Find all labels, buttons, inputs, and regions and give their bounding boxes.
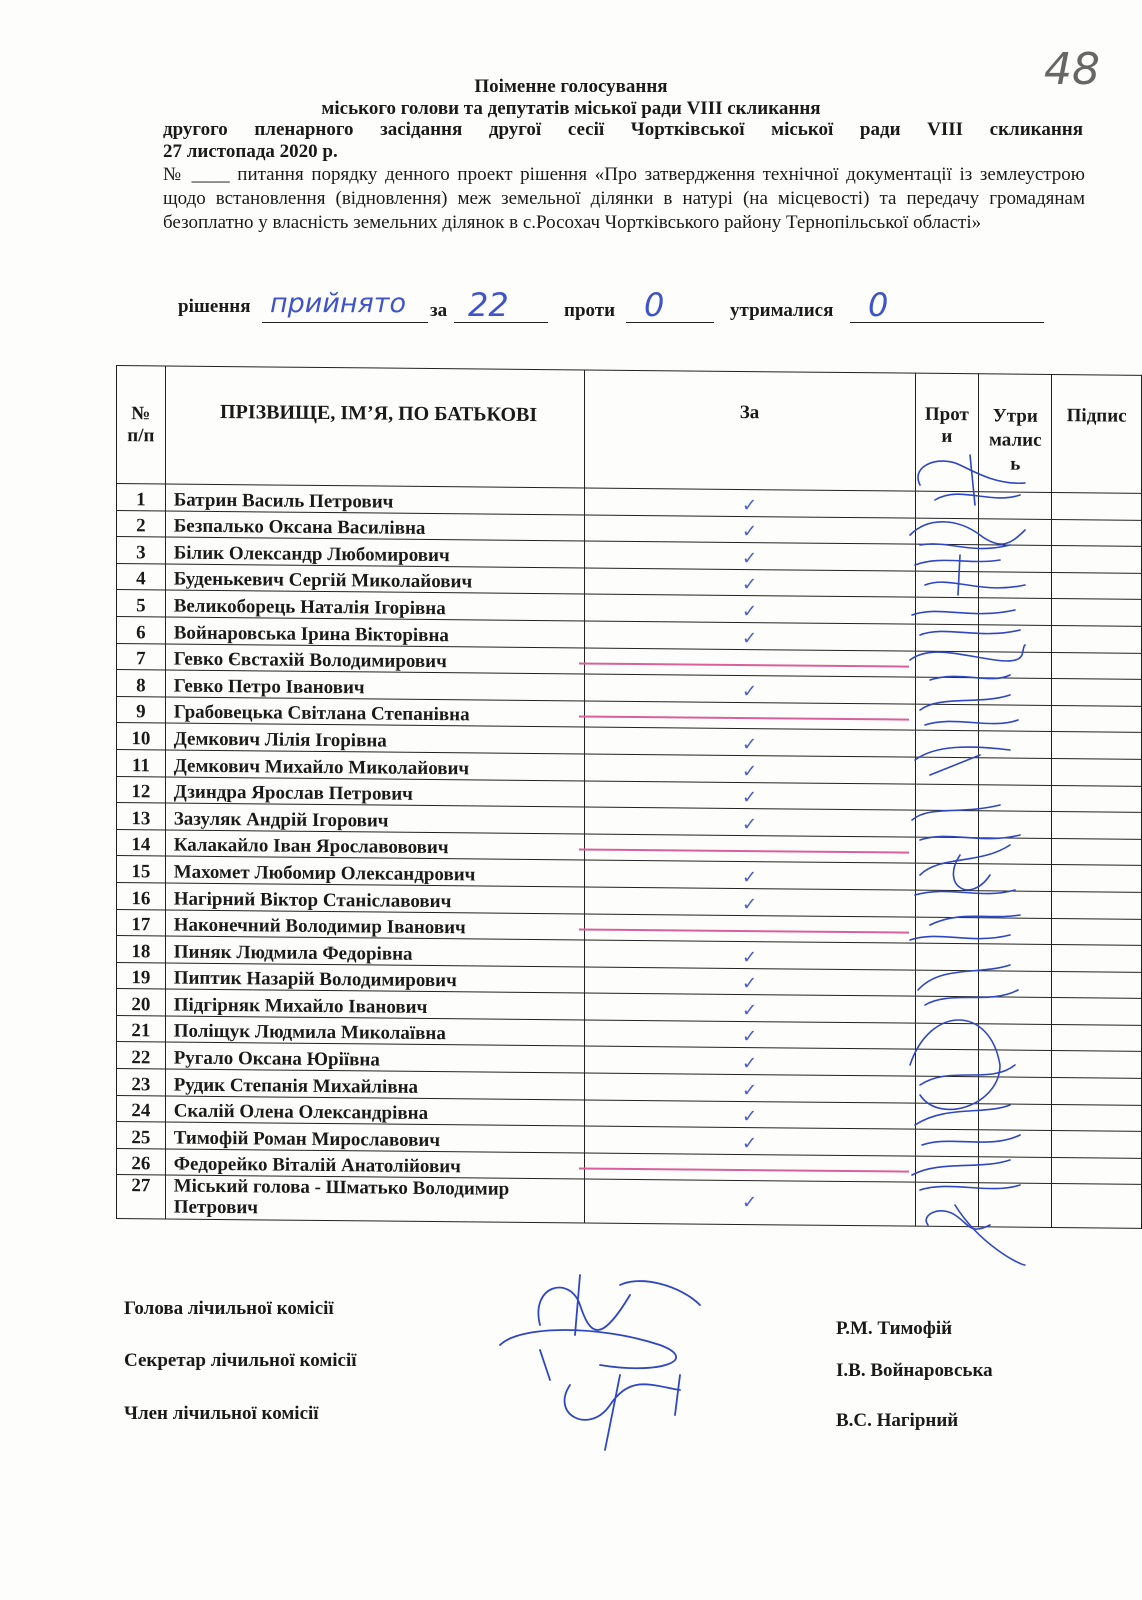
row-for-cell	[584, 1153, 915, 1183]
row-number: 18	[117, 936, 166, 963]
row-name-line1: Міський голова - Шматько Володимир	[173, 1175, 510, 1201]
vote-check-icon: ✓	[741, 866, 758, 889]
vote-check-icon: ✓	[741, 521, 758, 543]
row-signature-cell	[1052, 679, 1142, 706]
row-for-cell	[584, 648, 915, 678]
row-name	[165, 1175, 584, 1223]
row-signature-cell	[1052, 891, 1142, 918]
row-for-cell	[584, 807, 915, 837]
vote-check-icon: ✓	[741, 680, 758, 702]
row-number: 2	[117, 510, 166, 537]
row-number: 24	[117, 1095, 166, 1122]
row-number: 5	[117, 590, 166, 617]
row-signature-cell	[1052, 758, 1142, 785]
vote-check-icon: ✓	[741, 946, 758, 968]
for-label: за	[430, 300, 448, 321]
row-name: Тимофій Роман Мирославович	[165, 1122, 584, 1153]
row-for-cell	[584, 1020, 915, 1050]
row-number: 19	[117, 962, 166, 989]
doc-subtitle: міського голови та депутатів міської ради VIII скликання	[321, 98, 821, 119]
row-for-cell	[584, 515, 915, 545]
row-name: Гевко Євстахій Володимирович	[165, 644, 584, 675]
vote-check-icon: ✓	[741, 547, 758, 569]
row-signature-cell	[1052, 918, 1142, 945]
vote-check-icon: ✓	[741, 973, 758, 995]
row-number: 7	[117, 643, 166, 670]
row-name: Пиптик Назарій Володимирович	[165, 963, 584, 994]
row-name: Федорейко Віталій Анатолійович	[165, 1149, 584, 1180]
row-number: 6	[117, 616, 166, 643]
row-number: 15	[117, 856, 166, 883]
row-name: Махомет Любомир Олександрович	[165, 856, 584, 887]
row-number: 8	[117, 670, 166, 697]
row-signature-cell	[1052, 546, 1142, 573]
row-number: 14	[117, 829, 166, 856]
row-for-cell	[584, 568, 915, 598]
row-name: Великоборець Наталія Ігорівна	[165, 590, 584, 621]
vote-check-icon: ✓	[741, 1079, 758, 1101]
row-name: Білик Олександр Любомирович	[165, 537, 584, 568]
row-signature-cell	[1052, 1104, 1142, 1131]
counting-committee-chair-label: Голова лічильної комісії	[124, 1298, 334, 1319]
decision-value: прийнято	[270, 288, 407, 319]
absent-strike-line	[579, 716, 909, 721]
row-signature-cell	[1052, 599, 1142, 626]
row-name: Пиняк Людмила Федорівна	[165, 936, 584, 967]
decision-label: рішення	[178, 296, 251, 317]
row-name-line2: Петрович	[173, 1196, 258, 1219]
row-number: 25	[117, 1122, 166, 1149]
vote-check-icon: ✓	[741, 1191, 758, 1214]
row-name: Нагірний Віктор Станіславович	[165, 883, 584, 914]
commission-signatures	[480, 1265, 760, 1455]
row-signature-cell	[1052, 945, 1142, 972]
row-number: 20	[117, 989, 166, 1016]
vote-check-icon: ✓	[741, 760, 758, 782]
row-number: 22	[117, 1042, 166, 1069]
row-for-cell	[584, 834, 915, 864]
agenda-question: № ____ питання порядку денного проект рішення «Про затвердження технічної документації із землеустрою щодо встановлення (відновлення) меж земельної ділянки в натурі (на місцевості) та передачу громадянам безоплатно у власність земельних ділянок в с.Росохач Чортківського району Тернопільської області»	[163, 164, 1085, 233]
abstained-label: утрималися	[730, 300, 834, 321]
row-name: Калакайло Іван Ярославовович	[165, 830, 584, 861]
vote-result	[178, 286, 1078, 336]
row-signature-cell	[1052, 1131, 1142, 1158]
counting-committee-member-label: Член лічильної комісії	[124, 1403, 319, 1424]
row-signature-cell	[1052, 1184, 1142, 1229]
col-header-for: За	[584, 370, 915, 491]
page-number-text: 48	[1044, 44, 1100, 95]
vote-check-icon: ✓	[741, 1026, 758, 1048]
row-for-cell	[584, 940, 915, 970]
row-signature-cell	[1052, 971, 1142, 998]
row-name: Скалій Олена Олександрівна	[165, 1096, 584, 1127]
row-number: 11	[117, 749, 166, 776]
vote-check-icon: ✓	[741, 733, 758, 756]
against-underline	[626, 322, 714, 323]
row-number: 9	[117, 696, 166, 723]
vote-check-icon: ✓	[741, 1132, 758, 1154]
row-name: Ругало Оксана Юріївна	[165, 1042, 584, 1073]
counting-committee-secretary-name: І.В. Войнаровська	[836, 1360, 993, 1381]
row-number: 4	[117, 563, 166, 590]
row-for-cell	[584, 1179, 915, 1226]
row-number: 1	[117, 484, 166, 511]
row-for-cell	[584, 887, 915, 917]
row-signature-cell	[1052, 732, 1142, 759]
row-number: 23	[117, 1069, 166, 1096]
row-number: 16	[117, 882, 166, 909]
counting-committee-chair-name: Р.М. Тимофій	[836, 1318, 953, 1339]
col-header-against: Прот и	[915, 373, 979, 492]
row-name: Демкович Михайло Миколайович	[165, 750, 584, 781]
counting-committee-secretary-label: Секретар лічильної комісії	[124, 1350, 357, 1371]
row-signature-cell	[1052, 492, 1142, 519]
row-for-cell	[584, 674, 915, 704]
counting-committee-member-name: В.С. Нагірний	[836, 1410, 959, 1431]
for-value: 22	[468, 286, 509, 324]
row-for-cell	[584, 860, 915, 890]
row-signature-cell	[1052, 1078, 1142, 1105]
row-number: 26	[117, 1148, 166, 1175]
row-for-cell	[584, 701, 915, 731]
col-header-abstain: Утри малис ь	[979, 374, 1052, 493]
col-header-name: ПРІЗВИЩЕ, ІМ’Я, ПО БАТЬКОВІ	[165, 366, 584, 488]
row-name: Дзиндра Ярослав Петрович	[165, 777, 584, 808]
row-for-cell	[584, 727, 915, 757]
row-for-cell	[584, 781, 915, 811]
row-name: Безпалько Оксана Василівна	[165, 511, 584, 542]
row-signature-cell	[1052, 652, 1142, 679]
row-name: Грабовецька Світлана Степанівна	[165, 697, 584, 728]
vote-check-icon: ✓	[741, 893, 758, 915]
absent-strike-line	[579, 849, 909, 854]
row-signature-cell	[1052, 519, 1142, 546]
row-for-cell	[584, 967, 915, 997]
against-value: 0	[644, 286, 665, 324]
session-line: другого пленарного засідання другої сесії Чортківської міської ради VIII скликання	[163, 119, 1083, 140]
row-signature-cell	[1052, 705, 1142, 732]
row-name: Зазуляк Андрій Ігорович	[165, 803, 584, 834]
row-for-cell	[584, 594, 915, 624]
against-label: проти	[564, 300, 616, 321]
row-for-cell	[584, 1100, 915, 1130]
absent-strike-line	[579, 929, 909, 934]
vote-check-icon: ✓	[741, 787, 758, 809]
row-number: 21	[117, 1015, 166, 1042]
row-signature-cell	[1052, 838, 1142, 865]
row-for-cell	[584, 621, 915, 651]
row-name: Рудик Степанія Михайлівна	[165, 1069, 584, 1100]
vote-check-icon: ✓	[741, 494, 758, 516]
row-signature-cell	[1052, 625, 1142, 652]
row-signature-cell	[1052, 1157, 1142, 1184]
row-signature-cell	[1052, 1024, 1142, 1051]
vote-check-icon: ✓	[741, 1106, 758, 1128]
row-name: Батрин Василь Петрович	[165, 484, 584, 515]
row-for-cell	[584, 1046, 915, 1076]
row-name: Буденькевич Сергій Миколайович	[165, 564, 584, 595]
vote-check-icon: ✓	[741, 999, 758, 1022]
vote-check-icon: ✓	[741, 600, 758, 623]
abstained-value: 0	[868, 286, 889, 324]
absent-strike-line	[579, 663, 909, 668]
row-for-cell	[584, 1073, 915, 1103]
row-for-cell	[584, 913, 915, 943]
row-name: Підгірняк Михайло Іванович	[165, 989, 584, 1020]
vote-check-icon: ✓	[741, 813, 758, 835]
row-for-cell	[584, 1126, 915, 1156]
row-number: 3	[117, 537, 166, 564]
row-name: Демкович Лілія Ігорівна	[165, 723, 584, 754]
doc-title: Поіменне голосування	[474, 76, 668, 97]
row-signature-cell	[1052, 998, 1142, 1025]
vote-check-icon: ✓	[741, 574, 758, 596]
absent-strike-line	[579, 1168, 909, 1173]
row-signature-cell	[1052, 572, 1142, 599]
row-number: 10	[117, 723, 166, 750]
row-signature-cell	[1052, 785, 1142, 812]
session-date: 27 листопада 2020 р.	[163, 141, 338, 162]
decision-underline	[262, 322, 428, 323]
row-name: Гевко Петро Іванович	[165, 670, 584, 701]
row-for-cell	[584, 993, 915, 1023]
col-header-signature: Підпис	[1052, 374, 1142, 493]
table-signatures	[900, 445, 1050, 1275]
row-for-cell	[584, 541, 915, 571]
vote-check-icon: ✓	[741, 627, 758, 649]
vote-check-icon: ✓	[741, 1053, 758, 1075]
row-number: 17	[117, 909, 166, 936]
row-number: 12	[117, 776, 166, 803]
row-signature-cell	[1052, 865, 1142, 892]
col-header-number: № п/п	[117, 366, 166, 484]
row-signature-cell	[1052, 812, 1142, 839]
row-number: 13	[117, 803, 166, 830]
row-for-cell	[584, 488, 915, 518]
row-for-cell	[584, 754, 915, 784]
row-number: 27	[117, 1175, 166, 1219]
row-signature-cell	[1052, 1051, 1142, 1078]
row-name: Поліщук Людмила Миколаївна	[165, 1016, 584, 1047]
row-name: Войнаровська Ірина Вікторівна	[165, 617, 584, 648]
row-name: Наконечний Володимир Іванович	[165, 909, 584, 940]
